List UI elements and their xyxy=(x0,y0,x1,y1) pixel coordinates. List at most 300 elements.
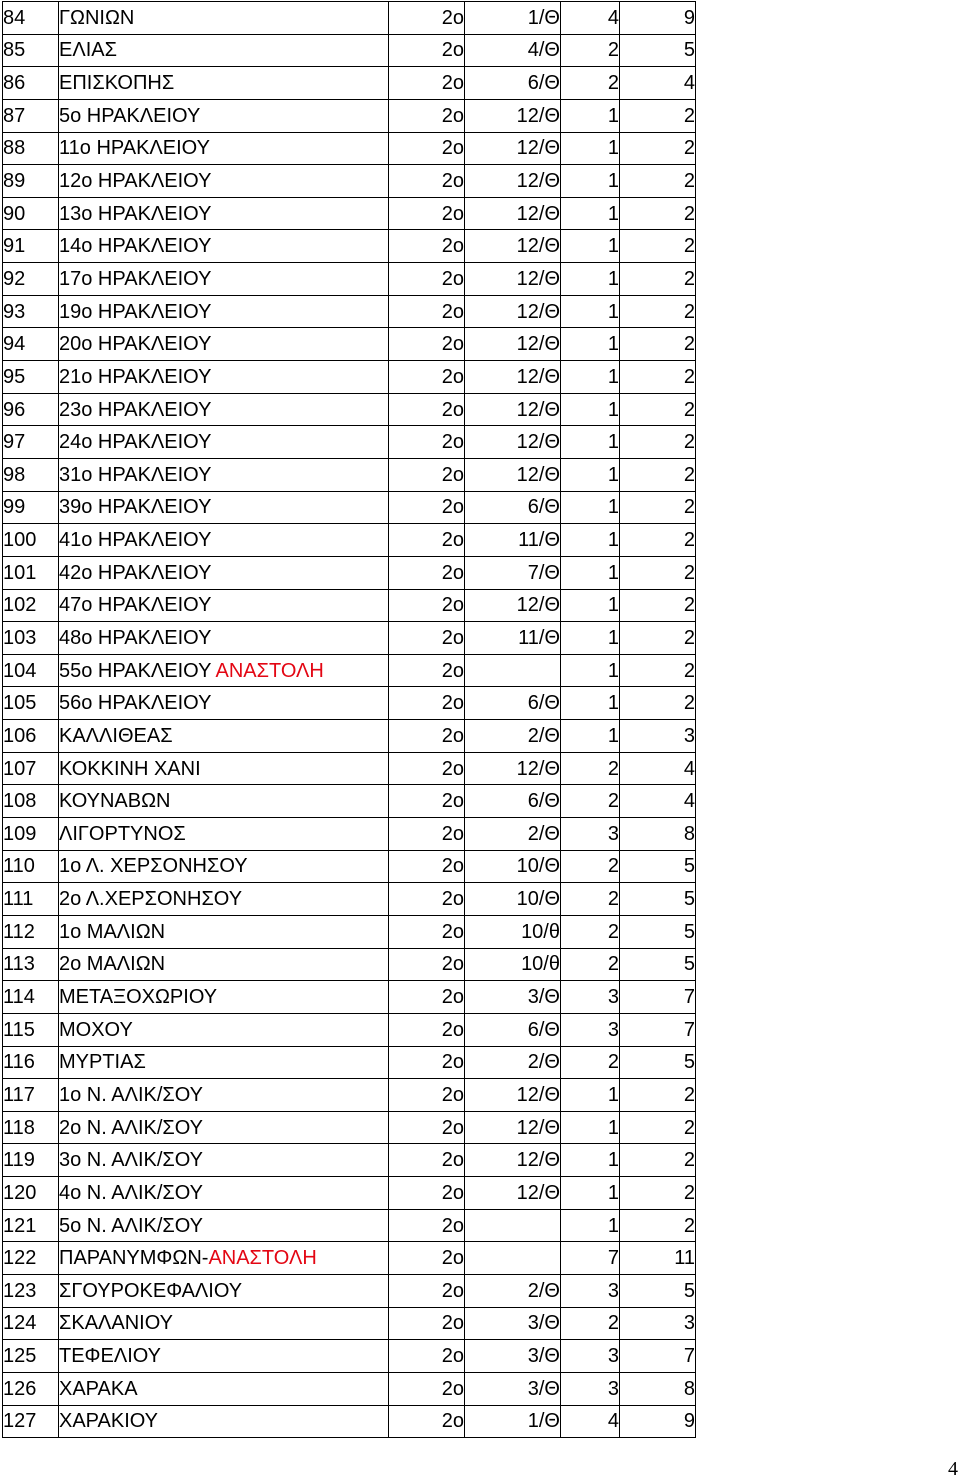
school-name: 48ο ΗΡΑΚΛΕΙΟΥ xyxy=(59,626,212,649)
value-a-cell: 1 xyxy=(561,361,620,394)
class-cell: 12/Θ xyxy=(465,361,561,394)
school-name: ΣΓΟΥΡΟΚΕΦΑΛΙΟΥ xyxy=(59,1279,243,1302)
row-number-cell: 123 xyxy=(3,1274,59,1307)
table-row xyxy=(3,263,696,296)
level-cell: 2ο xyxy=(389,1111,465,1144)
value-b-cell: 2 xyxy=(620,165,696,198)
value-b-cell: 2 xyxy=(620,361,696,394)
value-b-cell: 4 xyxy=(620,67,696,100)
school-name-cell xyxy=(59,556,389,589)
school-name-cell xyxy=(59,752,389,785)
table-row xyxy=(3,752,696,785)
school-name-cell xyxy=(59,948,389,981)
school-name: ΧΑΡΑΚΑ xyxy=(59,1377,138,1400)
row-number-cell: 105 xyxy=(3,687,59,720)
school-name-cell xyxy=(59,1111,389,1144)
value-b-cell: 2 xyxy=(620,458,696,491)
school-name: 2ο Λ.ΧΕΡΣΟΝΗΣΟΥ xyxy=(59,888,243,911)
school-name: ΧΑΡΑΚΙΟΥ xyxy=(59,1410,159,1433)
level-cell: 2ο xyxy=(389,263,465,296)
table-row xyxy=(3,556,696,589)
school-name: ΚΑΛΛΙΘΕΑΣ xyxy=(59,724,173,747)
table-row xyxy=(3,1209,696,1242)
school-name: 14ο ΗΡΑΚΛΕΙΟΥ xyxy=(59,235,212,258)
value-a-cell: 1 xyxy=(561,458,620,491)
class-cell: 12/Θ xyxy=(465,263,561,296)
value-b-cell: 5 xyxy=(620,915,696,948)
row-number-cell: 115 xyxy=(3,1013,59,1046)
school-name: 56ο ΗΡΑΚΛΕΙΟΥ xyxy=(59,692,212,715)
level-cell: 2ο xyxy=(389,785,465,818)
row-number-cell: 86 xyxy=(3,67,59,100)
class-cell: 3/Θ xyxy=(465,1307,561,1340)
school-name: 5ο Ν. ΑΛΙΚ/ΣΟΥ xyxy=(59,1214,204,1237)
table-row xyxy=(3,915,696,948)
value-a-cell: 2 xyxy=(561,915,620,948)
value-a-cell: 1 xyxy=(561,491,620,524)
value-a-cell: 2 xyxy=(561,850,620,883)
school-name: 1ο ΜΑΛΙΩΝ xyxy=(59,920,166,943)
value-a-cell: 3 xyxy=(561,1274,620,1307)
table-row xyxy=(3,1340,696,1373)
value-a-cell: 2 xyxy=(561,1046,620,1079)
value-a-cell: 1 xyxy=(561,263,620,296)
class-cell: 12/Θ xyxy=(465,1144,561,1177)
level-cell: 2ο xyxy=(389,654,465,687)
class-cell xyxy=(465,1209,561,1242)
table-row xyxy=(3,426,696,459)
table-row xyxy=(3,197,696,230)
value-a-cell: 1 xyxy=(561,1144,620,1177)
value-b-cell: 2 xyxy=(620,687,696,720)
school-name: 20ο ΗΡΑΚΛΕΙΟΥ xyxy=(59,333,212,356)
table-row xyxy=(3,295,696,328)
row-number-cell: 108 xyxy=(3,785,59,818)
level-cell: 2ο xyxy=(389,687,465,720)
level-cell: 2ο xyxy=(389,230,465,263)
table-row xyxy=(3,785,696,818)
table-row xyxy=(3,654,696,687)
school-name-cell xyxy=(59,165,389,198)
table-row xyxy=(3,2,696,35)
value-b-cell: 3 xyxy=(620,1307,696,1340)
row-number-cell: 97 xyxy=(3,426,59,459)
table-row xyxy=(3,1307,696,1340)
value-b-cell: 2 xyxy=(620,99,696,132)
level-cell: 2ο xyxy=(389,1144,465,1177)
school-name: 24ο ΗΡΑΚΛΕΙΟΥ xyxy=(59,431,212,454)
value-a-cell: 1 xyxy=(561,556,620,589)
class-cell: 1/Θ xyxy=(465,1405,561,1438)
class-cell: 4/Θ xyxy=(465,34,561,67)
school-name-cell xyxy=(59,1242,389,1275)
class-cell: 3/Θ xyxy=(465,1372,561,1405)
school-name: 1ο Ν. ΑΛΙΚ/ΣΟΥ xyxy=(59,1083,204,1106)
school-name: ΤΕΦΕΛΙΟΥ xyxy=(59,1345,162,1368)
class-cell xyxy=(465,1242,561,1275)
level-cell: 2ο xyxy=(389,1177,465,1210)
class-cell: 12/Θ xyxy=(465,393,561,426)
level-cell: 2ο xyxy=(389,524,465,557)
school-name: 4ο Ν. ΑΛΙΚ/ΣΟΥ xyxy=(59,1181,204,1204)
value-a-cell: 4 xyxy=(561,2,620,35)
school-name-cell xyxy=(59,818,389,851)
school-name-cell xyxy=(59,1013,389,1046)
level-cell: 2ο xyxy=(389,1209,465,1242)
school-name-cell xyxy=(59,393,389,426)
school-name: 21ο ΗΡΑΚΛΕΙΟΥ xyxy=(59,365,212,388)
schools-table-body xyxy=(3,2,696,1438)
school-name-cell xyxy=(59,1274,389,1307)
value-a-cell: 1 xyxy=(561,1209,620,1242)
level-cell: 2ο xyxy=(389,67,465,100)
class-cell: 2/Θ xyxy=(465,818,561,851)
table-row xyxy=(3,1405,696,1438)
value-a-cell: 3 xyxy=(561,1372,620,1405)
table-row xyxy=(3,361,696,394)
row-number-cell: 109 xyxy=(3,818,59,851)
school-name: 47ο ΗΡΑΚΛΕΙΟΥ xyxy=(59,594,212,617)
school-name-cell xyxy=(59,491,389,524)
value-a-cell: 2 xyxy=(561,34,620,67)
school-name-cell xyxy=(59,883,389,916)
value-a-cell: 1 xyxy=(561,99,620,132)
row-number-cell: 95 xyxy=(3,361,59,394)
level-cell: 2ο xyxy=(389,328,465,361)
table-row xyxy=(3,67,696,100)
value-b-cell: 2 xyxy=(620,622,696,655)
table-row xyxy=(3,1242,696,1275)
page-number: 4 xyxy=(948,1458,958,1480)
school-name-cell xyxy=(59,524,389,557)
school-name-cell xyxy=(59,1340,389,1373)
level-cell: 2ο xyxy=(389,1079,465,1112)
value-b-cell: 11 xyxy=(620,1242,696,1275)
class-cell: 11/Θ xyxy=(465,622,561,655)
schools-table xyxy=(2,1,696,1438)
class-cell: 12/Θ xyxy=(465,328,561,361)
value-b-cell: 2 xyxy=(620,1079,696,1112)
class-cell: 12/Θ xyxy=(465,1079,561,1112)
level-cell: 2ο xyxy=(389,1274,465,1307)
class-cell: 2/Θ xyxy=(465,720,561,753)
value-a-cell: 3 xyxy=(561,1340,620,1373)
value-b-cell: 8 xyxy=(620,818,696,851)
table-row xyxy=(3,850,696,883)
value-a-cell: 1 xyxy=(561,426,620,459)
row-number-cell: 117 xyxy=(3,1079,59,1112)
row-number-cell: 127 xyxy=(3,1405,59,1438)
table-row xyxy=(3,883,696,916)
value-b-cell: 2 xyxy=(620,393,696,426)
table-row xyxy=(3,524,696,557)
value-a-cell: 1 xyxy=(561,654,620,687)
school-name-cell xyxy=(59,654,389,687)
value-a-cell: 1 xyxy=(561,197,620,230)
value-b-cell: 5 xyxy=(620,850,696,883)
row-number-cell: 111 xyxy=(3,883,59,916)
level-cell: 2ο xyxy=(389,393,465,426)
value-a-cell: 1 xyxy=(561,1079,620,1112)
value-b-cell: 2 xyxy=(620,589,696,622)
row-number-cell: 118 xyxy=(3,1111,59,1144)
school-name: ΠΑΡΑΝΥΜΦΩΝ- xyxy=(59,1247,209,1270)
table-row xyxy=(3,1144,696,1177)
value-b-cell: 5 xyxy=(620,883,696,916)
school-name-cell xyxy=(59,197,389,230)
level-cell: 2ο xyxy=(389,491,465,524)
value-b-cell: 2 xyxy=(620,1209,696,1242)
table-row xyxy=(3,1177,696,1210)
school-name-cell xyxy=(59,295,389,328)
value-a-cell: 1 xyxy=(561,1111,620,1144)
value-a-cell: 4 xyxy=(561,1405,620,1438)
row-number-cell: 106 xyxy=(3,720,59,753)
level-cell: 2ο xyxy=(389,1242,465,1275)
table-row xyxy=(3,589,696,622)
school-name: ΚΟΚΚΙΝΗ ΧΑΝΙ xyxy=(59,757,201,780)
value-b-cell: 2 xyxy=(620,197,696,230)
row-number-cell: 104 xyxy=(3,654,59,687)
school-name: ΓΩΝΙΩΝ xyxy=(59,6,135,29)
value-a-cell: 7 xyxy=(561,1242,620,1275)
table-row xyxy=(3,1372,696,1405)
level-cell: 2ο xyxy=(389,915,465,948)
school-name: 39ο ΗΡΑΚΛΕΙΟΥ xyxy=(59,496,212,519)
school-name-cell xyxy=(59,328,389,361)
table-row xyxy=(3,948,696,981)
value-a-cell: 2 xyxy=(561,785,620,818)
school-name: 3ο Ν. ΑΛΙΚ/ΣΟΥ xyxy=(59,1149,204,1172)
row-number-cell: 88 xyxy=(3,132,59,165)
value-b-cell: 9 xyxy=(620,2,696,35)
class-cell: 2/Θ xyxy=(465,1274,561,1307)
row-number-cell: 119 xyxy=(3,1144,59,1177)
table-row xyxy=(3,1046,696,1079)
row-number-cell: 89 xyxy=(3,165,59,198)
school-name: 1ο Λ. ΧΕΡΣΟΝΗΣΟΥ xyxy=(59,855,248,878)
value-a-cell: 1 xyxy=(561,295,620,328)
row-number-cell: 90 xyxy=(3,197,59,230)
school-name-cell xyxy=(59,785,389,818)
value-a-cell: 1 xyxy=(561,165,620,198)
school-name-cell xyxy=(59,1046,389,1079)
level-cell: 2ο xyxy=(389,752,465,785)
value-a-cell: 2 xyxy=(561,67,620,100)
value-b-cell: 2 xyxy=(620,426,696,459)
suspension-label: ΑΝΑΣΤΟΛΗ xyxy=(215,659,324,682)
table-row xyxy=(3,230,696,263)
value-b-cell: 2 xyxy=(620,230,696,263)
school-name-cell xyxy=(59,1405,389,1438)
school-name: 41ο ΗΡΑΚΛΕΙΟΥ xyxy=(59,529,212,552)
class-cell: 6/Θ xyxy=(465,785,561,818)
level-cell: 2ο xyxy=(389,1340,465,1373)
school-name: 23ο ΗΡΑΚΛΕΙΟΥ xyxy=(59,398,212,421)
value-b-cell: 4 xyxy=(620,752,696,785)
school-name-cell xyxy=(59,263,389,296)
table-row xyxy=(3,1013,696,1046)
table-row xyxy=(3,1274,696,1307)
value-a-cell: 2 xyxy=(561,883,620,916)
row-number-cell: 120 xyxy=(3,1177,59,1210)
school-name: 12ο ΗΡΑΚΛΕΙΟΥ xyxy=(59,170,212,193)
value-b-cell: 2 xyxy=(620,1111,696,1144)
value-b-cell: 5 xyxy=(620,34,696,67)
row-number-cell: 103 xyxy=(3,622,59,655)
row-number-cell: 126 xyxy=(3,1372,59,1405)
row-number-cell: 92 xyxy=(3,263,59,296)
value-b-cell: 3 xyxy=(620,720,696,753)
row-number-cell: 112 xyxy=(3,915,59,948)
level-cell: 2ο xyxy=(389,622,465,655)
class-cell: 12/Θ xyxy=(465,197,561,230)
value-b-cell: 7 xyxy=(620,981,696,1014)
school-name: 11ο ΗΡΑΚΛΕΙΟΥ xyxy=(59,137,210,160)
class-cell: 12/Θ xyxy=(465,1111,561,1144)
school-name-cell xyxy=(59,99,389,132)
value-b-cell: 8 xyxy=(620,1372,696,1405)
class-cell: 6/Θ xyxy=(465,491,561,524)
level-cell: 2ο xyxy=(389,295,465,328)
level-cell: 2ο xyxy=(389,458,465,491)
value-b-cell: 2 xyxy=(620,654,696,687)
class-cell: 10/Θ xyxy=(465,883,561,916)
table-row xyxy=(3,622,696,655)
class-cell: 2/Θ xyxy=(465,1046,561,1079)
school-name: ΜΥΡΤΙΑΣ xyxy=(59,1051,146,1074)
row-number-cell: 110 xyxy=(3,850,59,883)
school-name-cell xyxy=(59,1079,389,1112)
value-b-cell: 5 xyxy=(620,948,696,981)
school-name: ΛΙΓΟΡΤΥΝΟΣ xyxy=(59,822,186,845)
school-name-cell xyxy=(59,34,389,67)
level-cell: 2ο xyxy=(389,197,465,230)
level-cell: 2ο xyxy=(389,132,465,165)
table-row xyxy=(3,393,696,426)
school-name-cell xyxy=(59,458,389,491)
class-cell: 12/Θ xyxy=(465,752,561,785)
row-number-cell: 122 xyxy=(3,1242,59,1275)
school-name-cell xyxy=(59,687,389,720)
school-name-cell xyxy=(59,1177,389,1210)
value-a-cell: 1 xyxy=(561,1177,620,1210)
table-row xyxy=(3,1079,696,1112)
school-name-cell xyxy=(59,589,389,622)
level-cell: 2ο xyxy=(389,556,465,589)
row-number-cell: 100 xyxy=(3,524,59,557)
level-cell: 2ο xyxy=(389,2,465,35)
level-cell: 2ο xyxy=(389,883,465,916)
level-cell: 2ο xyxy=(389,34,465,67)
row-number-cell: 96 xyxy=(3,393,59,426)
value-b-cell: 2 xyxy=(620,1144,696,1177)
value-a-cell: 1 xyxy=(561,132,620,165)
level-cell: 2ο xyxy=(389,99,465,132)
school-name-cell xyxy=(59,1307,389,1340)
school-name: 17ο ΗΡΑΚΛΕΙΟΥ xyxy=(59,267,212,290)
row-number-cell: 114 xyxy=(3,981,59,1014)
school-name-cell xyxy=(59,622,389,655)
school-name: 13ο ΗΡΑΚΛΕΙΟΥ xyxy=(59,202,212,225)
value-a-cell: 1 xyxy=(561,589,620,622)
school-name: ΜΕΤΑΞΟΧΩΡΙΟΥ xyxy=(59,986,218,1009)
value-b-cell: 4 xyxy=(620,785,696,818)
level-cell: 2ο xyxy=(389,720,465,753)
school-name-cell xyxy=(59,720,389,753)
level-cell: 2ο xyxy=(389,981,465,1014)
school-name: 55ο ΗΡΑΚΛΕΙΟΥ xyxy=(59,659,216,682)
class-cell: 12/Θ xyxy=(465,230,561,263)
row-number-cell: 93 xyxy=(3,295,59,328)
value-a-cell: 1 xyxy=(561,687,620,720)
level-cell: 2ο xyxy=(389,818,465,851)
value-a-cell: 1 xyxy=(561,393,620,426)
row-number-cell: 107 xyxy=(3,752,59,785)
value-b-cell: 2 xyxy=(620,328,696,361)
school-name-cell xyxy=(59,2,389,35)
row-number-cell: 84 xyxy=(3,2,59,35)
school-name-cell xyxy=(59,132,389,165)
table-row xyxy=(3,687,696,720)
level-cell: 2ο xyxy=(389,948,465,981)
class-cell: 6/Θ xyxy=(465,67,561,100)
suspension-label: ΑΝΑΣΤΟΛΗ xyxy=(208,1247,317,1270)
school-name-cell xyxy=(59,1372,389,1405)
table-row xyxy=(3,328,696,361)
school-name-cell xyxy=(59,426,389,459)
value-a-cell: 2 xyxy=(561,948,620,981)
value-b-cell: 2 xyxy=(620,295,696,328)
level-cell: 2ο xyxy=(389,1307,465,1340)
school-name-cell xyxy=(59,915,389,948)
school-name-cell xyxy=(59,361,389,394)
value-b-cell: 9 xyxy=(620,1405,696,1438)
school-name: ΜΟΧΟΥ xyxy=(59,1018,133,1041)
class-cell: 3/Θ xyxy=(465,1340,561,1373)
row-number-cell: 116 xyxy=(3,1046,59,1079)
class-cell: 1/Θ xyxy=(465,2,561,35)
class-cell: 10/θ xyxy=(465,915,561,948)
level-cell: 2ο xyxy=(389,1046,465,1079)
table-row xyxy=(3,981,696,1014)
school-name: 2ο Ν. ΑΛΙΚ/ΣΟΥ xyxy=(59,1116,204,1139)
row-number-cell: 91 xyxy=(3,230,59,263)
school-name: 31ο ΗΡΑΚΛΕΙΟΥ xyxy=(59,463,212,486)
school-name: 19ο ΗΡΑΚΛΕΙΟΥ xyxy=(59,300,212,323)
table-row xyxy=(3,1111,696,1144)
class-cell xyxy=(465,654,561,687)
level-cell: 2ο xyxy=(389,589,465,622)
school-name-cell xyxy=(59,981,389,1014)
row-number-cell: 85 xyxy=(3,34,59,67)
row-number-cell: 125 xyxy=(3,1340,59,1373)
row-number-cell: 121 xyxy=(3,1209,59,1242)
value-b-cell: 7 xyxy=(620,1340,696,1373)
class-cell: 12/Θ xyxy=(465,426,561,459)
value-a-cell: 1 xyxy=(561,622,620,655)
row-number-cell: 99 xyxy=(3,491,59,524)
row-number-cell: 101 xyxy=(3,556,59,589)
row-number-cell: 102 xyxy=(3,589,59,622)
class-cell: 3/Θ xyxy=(465,981,561,1014)
value-a-cell: 3 xyxy=(561,818,620,851)
table-row xyxy=(3,818,696,851)
row-number-cell: 94 xyxy=(3,328,59,361)
level-cell: 2ο xyxy=(389,426,465,459)
value-b-cell: 2 xyxy=(620,1177,696,1210)
class-cell: 6/Θ xyxy=(465,1013,561,1046)
